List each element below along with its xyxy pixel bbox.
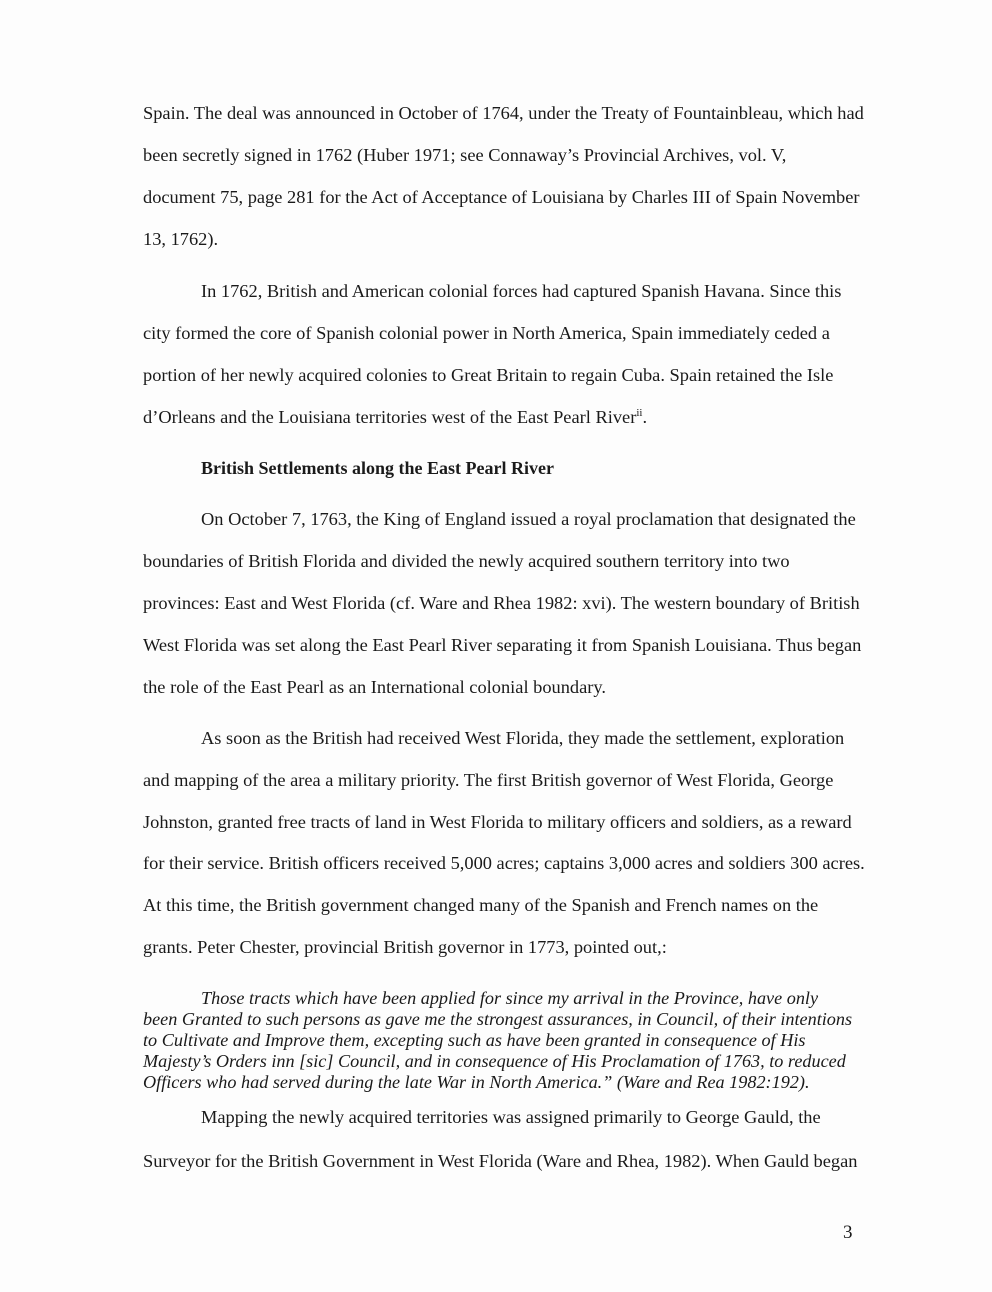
- quote-line: to Cultivate and Improve them, excepting such as have been granted in consequence of His: [143, 1030, 806, 1050]
- text-line: West Florida was set along the East Pearl River separating it from Spanish Louisiana. Thus began: [143, 635, 862, 655]
- footnote-marker: ii: [636, 406, 643, 419]
- text-line: portion of her newly acquired colonies to Great Britain to regain Cuba. Spain retained the Isle: [143, 365, 834, 385]
- text-line: Spain. The deal was announced in October of 1764, under the Treaty of Fountainbleau, which had: [143, 103, 864, 123]
- text-line: At this time, the British government changed many of the Spanish and French names on the: [143, 895, 819, 915]
- text-line-with-footnote: [143, 406, 647, 428]
- text-line: grants. Peter Chester, provincial British governor in 1773, pointed out,:: [143, 937, 667, 957]
- text-line: On October 7, 1763, the King of England issued a royal proclamation that designated the: [201, 509, 856, 529]
- text-line: and mapping of the area a military priority. The first British governor of West Florida, George: [143, 770, 834, 790]
- text-line: Mapping the newly acquired territories was assigned primarily to George Gauld, the: [201, 1107, 821, 1127]
- quote-line: Majesty’s Orders inn [sic] Council, and in consequence of His Proclamation of 1763, to reduced: [143, 1051, 846, 1071]
- text-line: provinces: East and West Florida (cf. Ware and Rhea 1982: xvi). The western boundary of British: [143, 593, 860, 613]
- quote-line: Those tracts which have been applied for since my arrival in the Province, have only: [201, 988, 819, 1008]
- text-line: boundaries of British Florida and divided the newly acquired southern territory into two: [143, 551, 790, 571]
- text-line: Surveyor for the British Government in West Florida (Ware and Rhea, 1982). When Gauld began: [143, 1151, 858, 1171]
- text-line: for their service. British officers received 5,000 acres; captains 3,000 acres and soldiers 300 acres.: [143, 853, 865, 873]
- text-line: the role of the East Pearl as an International colonial boundary.: [143, 677, 607, 697]
- text-span: d’Orleans and the Louisiana territories west of the East Pearl River: [143, 407, 637, 427]
- text-line: As soon as the British had received West Florida, they made the settlement, exploration: [201, 728, 845, 748]
- text-line: Johnston, granted free tracts of land in West Florida to military officers and soldiers, as a reward: [143, 812, 852, 832]
- text-span: .: [642, 407, 648, 427]
- page-number: 3: [843, 1222, 853, 1243]
- text-line: been secretly signed in 1762 (Huber 1971; see Connaway’s Provincial Archives, vol. V,: [143, 145, 787, 165]
- text-line: In 1762, British and American colonial forces had captured Spanish Havana. Since this: [201, 281, 842, 301]
- quote-line: Officers who had served during the late War in North America.” (Ware and Rea 1982:192).: [143, 1072, 810, 1092]
- text-line: document 75, page 281 for the Act of Acceptance of Louisiana by Charles III of Spain November: [143, 187, 860, 207]
- text-line: 13, 1762).: [143, 229, 219, 249]
- text-line: city formed the core of Spanish colonial power in North America, Spain immediately ceded a: [143, 323, 830, 343]
- quote-line: been Granted to such persons as gave me the strongest assurances, in Council, of their intentions: [143, 1009, 853, 1029]
- section-heading: British Settlements along the East Pearl River: [201, 458, 554, 478]
